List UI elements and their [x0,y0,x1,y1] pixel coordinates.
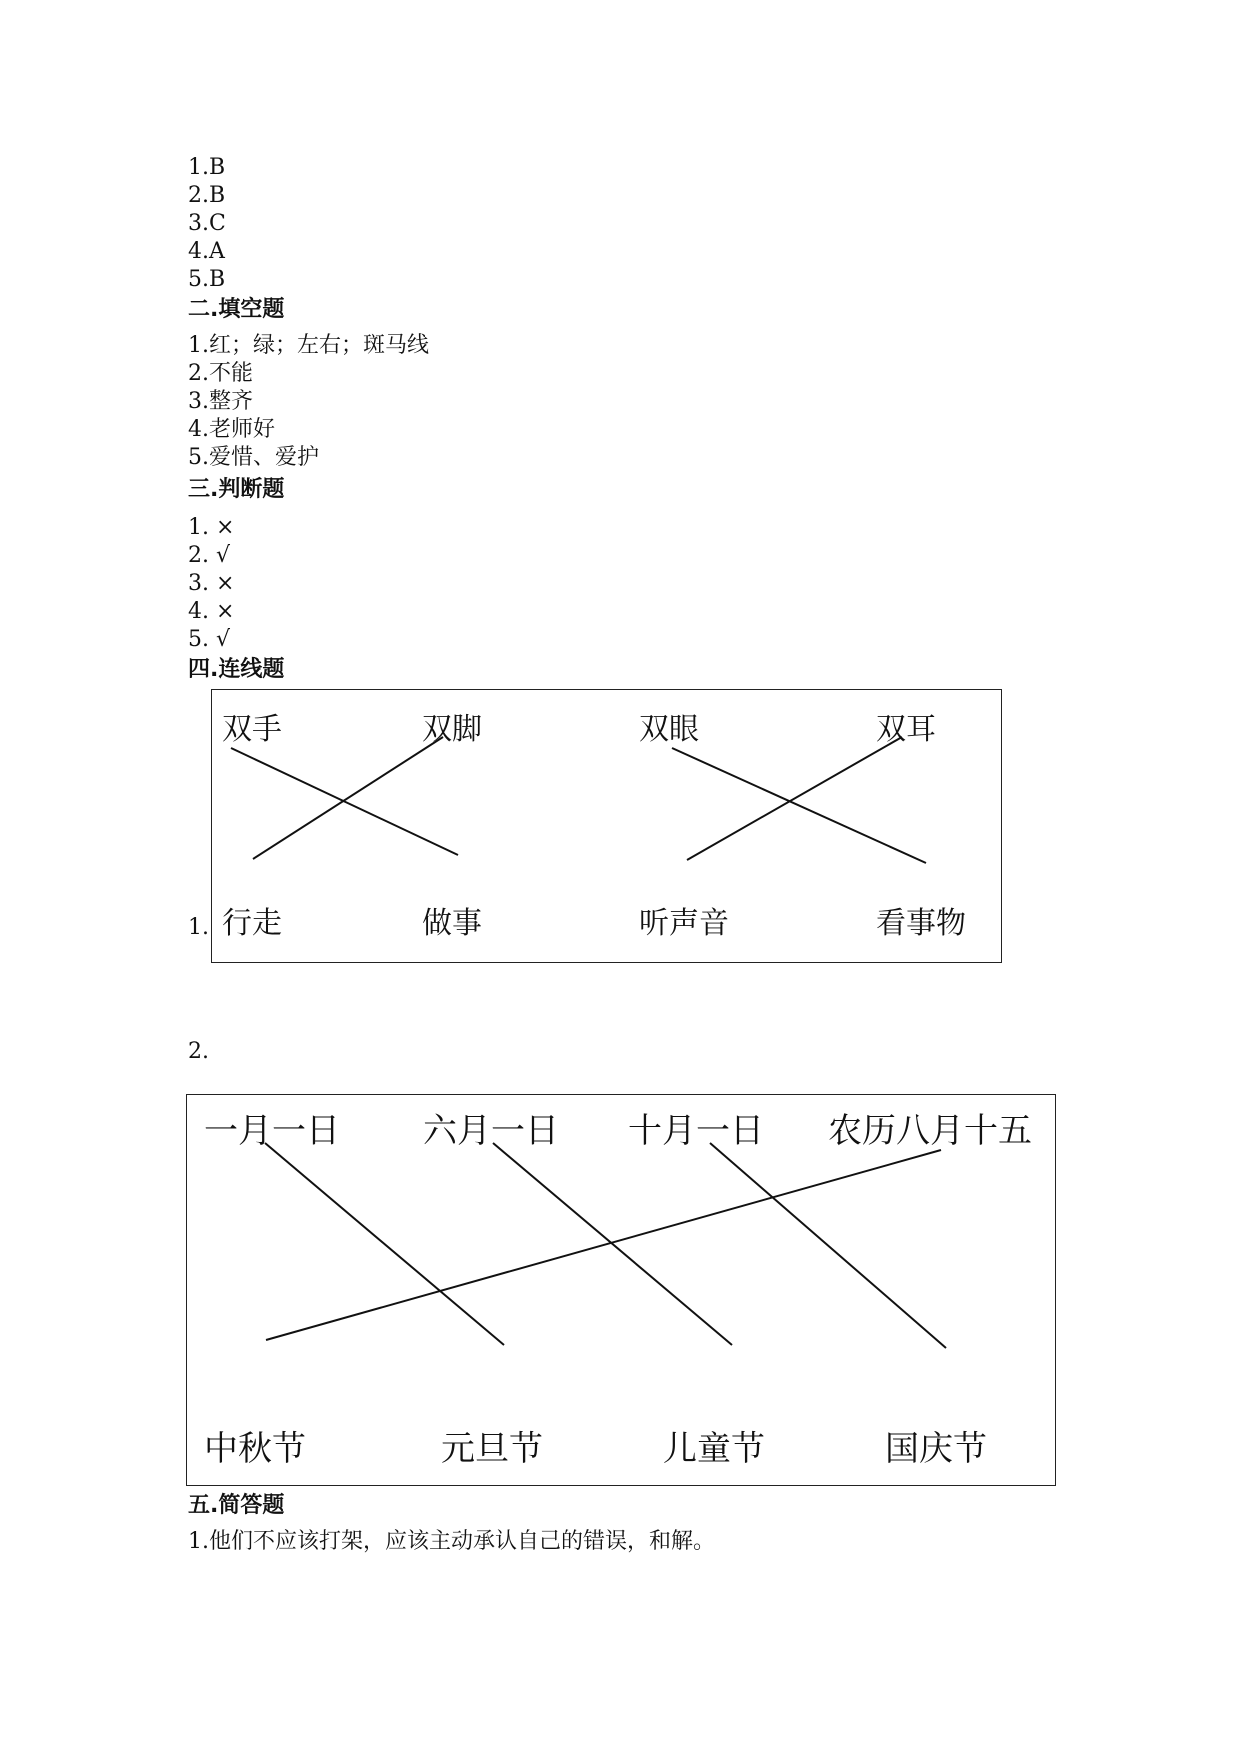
choice-answer-4: 4.A [188,239,225,264]
fill-answer-1: 1.红；绿；左右；斑马线 [188,333,429,358]
top-label-ears: 双耳 [876,712,936,747]
bottom-label-see: 看事物 [876,906,966,941]
matching-item-1-number: 1. [188,915,209,940]
line-jan1-to-new-year [265,1143,504,1345]
tf-answer-5: 5. √ [188,627,231,652]
top-label-oct1: 十月一日 [628,1111,764,1151]
bottom-label-hear: 听声音 [639,906,729,941]
line-jun1-to-childrens-day [493,1143,732,1345]
section-heading-matching: 四.连线题 [188,657,285,682]
choice-answer-2: 2.B [188,183,226,208]
tf-answer-4: 4. × [188,599,235,624]
fill-answer-5: 5.爱惜、爱护 [188,445,319,470]
tf-answer-2: 2. √ [188,543,231,568]
matching-item-2-number: 2. [188,1039,209,1064]
bottom-label-work: 做事 [422,906,482,941]
tf-answer-1: 1. × [188,515,235,540]
section-heading-short-answer: 五.简答题 [188,1493,285,1518]
top-label-jan1: 一月一日 [204,1111,340,1151]
top-label-eyes: 双眼 [639,712,699,747]
fill-answer-3: 3.整齐 [188,389,253,414]
line-feet-to-walk [253,737,443,859]
choice-answer-5: 5.B [188,267,226,292]
short-answer-1: 1.他们不应该打架，应该主动承认自己的错误，和解。 [188,1529,715,1554]
bottom-label-mid-autumn: 中秋节 [204,1429,306,1469]
top-label-feet: 双脚 [422,712,482,747]
fill-answer-4: 4.老师好 [188,417,275,442]
top-label-hands: 双手 [222,712,282,747]
line-oct1-to-national-day [710,1143,946,1348]
tf-answer-3: 3. × [188,571,235,596]
matching-diagram-1 [211,689,1002,963]
top-label-jun1: 六月一日 [423,1111,559,1151]
fill-answer-2: 2.不能 [188,361,253,386]
top-label-lunar-aug15: 农历八月十五 [828,1111,1032,1151]
bottom-label-walk: 行走 [222,906,282,941]
choice-answer-1: 1.B [188,155,226,180]
line-lunar-aug15-to-mid-autumn [266,1150,941,1340]
matching-lines-1 [212,690,1003,964]
section-heading-true-false: 三.判断题 [188,477,285,502]
line-hands-to-work [231,748,458,855]
bottom-label-new-year: 元旦节 [441,1429,543,1469]
bottom-label-national-day: 国庆节 [885,1429,987,1469]
matting-lines-2-container [187,1095,1057,1487]
bottom-label-childrens-day: 儿童节 [663,1429,765,1469]
line-ears-to-hear [687,737,902,860]
section-heading-fill-blank: 二.填空题 [188,297,285,322]
matching-diagram-2 [186,1094,1056,1486]
choice-answer-3: 3.C [188,211,226,236]
